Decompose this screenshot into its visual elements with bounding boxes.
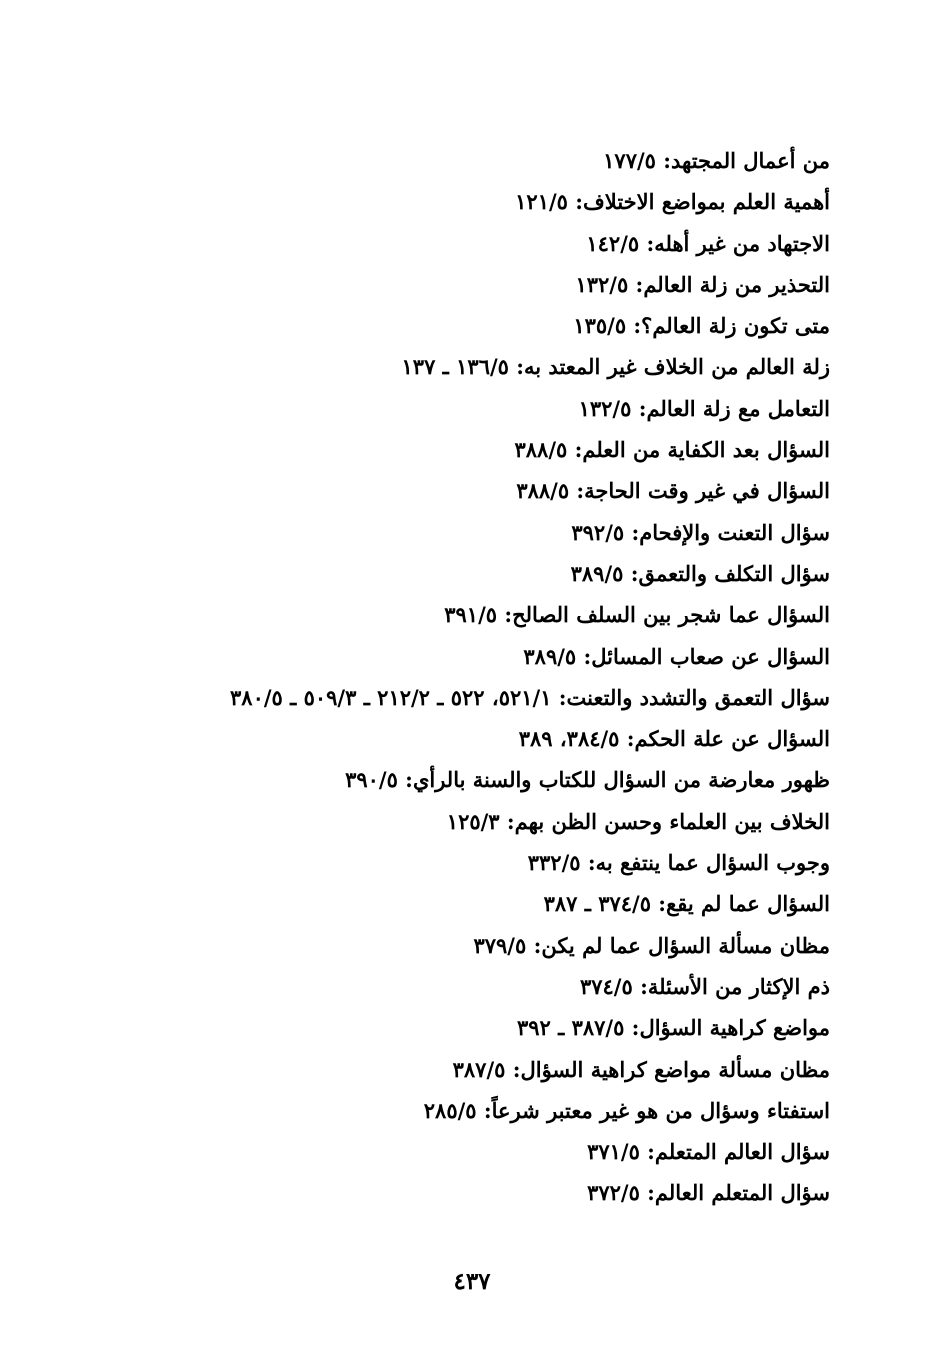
index-entry: سؤال التعنت والإفحام: ٣٩٢/٥ [571, 519, 830, 545]
index-entry: متى تكون زلة العالم؟: ١٣٥/٥ [573, 313, 830, 339]
index-entry: السؤال في غير وقت الحاجة: ٣٨٨/٥ [516, 478, 830, 504]
index-entry: سؤال العالم المتعلم: ٣٧١/٥ [587, 1139, 830, 1165]
index-entry: سؤال المتعلم العالم: ٣٧٢/٥ [587, 1180, 830, 1206]
index-entry: زلة العالم من الخلاف غير المعتد به: ١٣٦/٥ ـ ١٣٧ [401, 354, 830, 380]
index-entry: التعامل مع زلة العالم: ١٣٢/٥ [578, 395, 830, 421]
index-entry: ظهور معارضة من السؤال للكتاب والسنة بالرأي: ٣٩٠/٥ [345, 767, 830, 793]
index-entry: أهمية العلم بمواضع الاختلاف: ١٢١/٥ [515, 189, 830, 215]
index-entry: السؤال عن صعاب المسائل: ٣٨٩/٥ [523, 643, 830, 669]
index-entry: سؤال التكلف والتعمق: ٣٨٩/٥ [570, 560, 830, 586]
index-entry: سؤال التعمق والتشدد والتعنت: ٥٢١/١، ٥٢٢ ـ ٢١٢/٢ ـ ٥٠٩/٣ ـ ٣٨٠/٥ [230, 684, 830, 710]
index-entry: التحذير من زلة العالم: ١٣٢/٥ [575, 271, 830, 297]
index-entry: مظان مسألة السؤال عما لم يكن: ٣٧٩/٥ [473, 932, 830, 958]
index-entry: وجوب السؤال عما ينتفع به: ٣٣٢/٥ [527, 850, 830, 876]
page-number: ٤٣٧ [453, 1268, 491, 1295]
index-entries-list [110, 140, 830, 1214]
index-entry: مظان مسألة مواضع كراهية السؤال: ٣٨٧/٥ [452, 1056, 830, 1082]
index-entry: من أعمال المجتهد: ١٧٧/٥ [603, 148, 830, 173]
index-entry: مواضع كراهية السؤال: ٣٨٧/٥ ـ ٣٩٢ [516, 1015, 830, 1041]
index-entry: الاجتهاد من غير أهله: ١٤٢/٥ [586, 230, 830, 256]
index-entry: ذم الإكثار من الأسئلة: ٣٧٤/٥ [579, 973, 830, 999]
index-entry: الخلاف بين العلماء وحسن الظن بهم: ١٢٥/٣ [446, 808, 830, 834]
index-entry: السؤال عن علة الحكم: ٣٨٤/٥، ٣٨٩ [518, 726, 830, 752]
index-entry: استفتاء وسؤال من هو غير معتبر شرعاً: ٢٨٥/٥ [423, 1097, 830, 1123]
index-entry: السؤال عما شجر بين السلف الصالح: ٣٩١/٥ [444, 602, 830, 628]
index-entry: السؤال عما لم يقع: ٣٧٤/٥ ـ ٣٨٧ [543, 891, 830, 917]
index-entry: السؤال بعد الكفاية من العلم: ٣٨٨/٥ [514, 437, 830, 463]
